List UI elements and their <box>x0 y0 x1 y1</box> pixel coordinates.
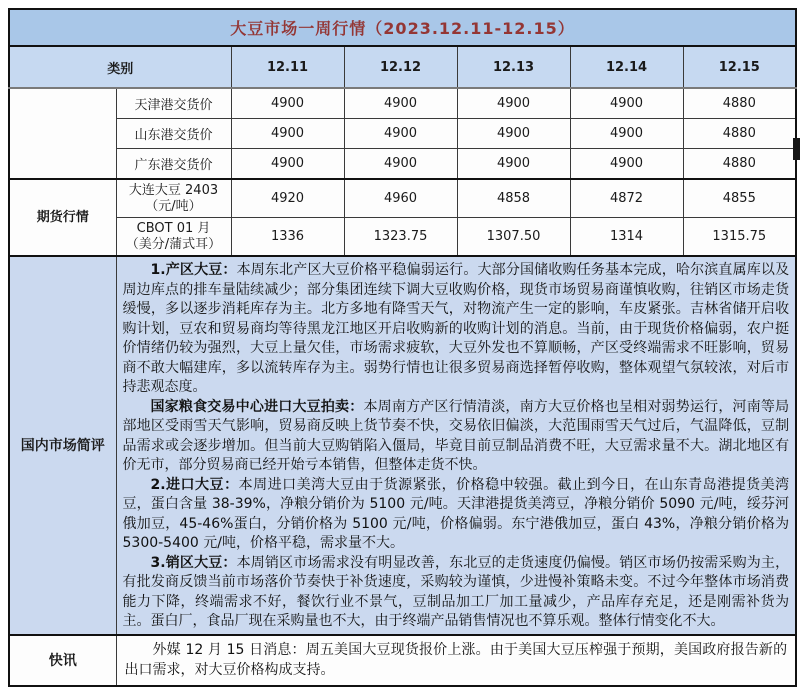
commentary-section-label: 国内市场简评 <box>9 256 116 635</box>
paragraph-text: 本周进口美湾大豆由于货源紧张，价格稳中较强。截止到今日，在山东青岛港提货美湾豆，蛋白含量 38-39%，净粮分销价为 5100 元/吨。天津港提货美湾豆，净粮分销价 5090 元/吨，绥芬河俄加豆，45-46%蛋白，分销价格为 5100 元/吨，价格偏弱。东宁港俄加豆，蛋白 43%，净粮分销价格为 5300-5400 元/吨，价格平稳，需求量不大。 <box>122 476 790 551</box>
futures-group-label: 期货行情 <box>9 179 116 256</box>
report-table <box>8 8 797 687</box>
right-edge-marker <box>793 138 800 160</box>
news-content <box>116 635 796 686</box>
row-label: 山东港交货价 <box>116 119 231 149</box>
paragraph-text: 本周南方产区行情清淡，南方大豆价格也呈相对弱势运行，河南等局部地区受雨雪天气影响，贸易商反映上货节奏不快，交易依旧偏淡，大范围雨雪天气过后，气温降低，豆制品需求或会逐步增加。但当前大豆购销陷入僵局，毕竟目前豆制品消费不旺，大豆需求量不大。湖北地区有价无市，部分贸易商已经开始亏本销售，但整体走货不快。 <box>122 398 790 473</box>
price-cell: 4872 <box>570 179 683 218</box>
column-header-date: 12.13 <box>457 46 570 88</box>
price-cell: 1323.75 <box>344 218 457 257</box>
row-label <box>116 218 231 257</box>
paragraph-lead: 3.销区大豆： <box>150 554 237 571</box>
news-row <box>9 635 796 686</box>
column-header-date: 12.15 <box>683 46 796 88</box>
table-row-spot-shandong <box>9 119 796 149</box>
paragraph-lead: 国家粮食交易中心进口大豆拍卖： <box>150 398 364 415</box>
price-cell: 1307.50 <box>457 218 570 257</box>
row-label-line2: （美分/蒲式耳） <box>125 236 222 252</box>
row-label: 广东港交货价 <box>116 149 231 180</box>
news-text: 外媒 12 月 15 日消息：周五美国大豆现货报价上涨。由于美国大豆压榨强于预期，美国政府报告新的出口需求，对大豆价格构成支持。 <box>124 642 788 678</box>
price-cell: 4858 <box>457 179 570 218</box>
title-row <box>9 9 796 46</box>
page-title: 大豆市场一周行情（2023.12.11-12.15） <box>9 9 796 46</box>
paragraph-text: 本周东北产区大豆价格平稳偏弱运行。大部分国储收购任务基本完成，哈尔滨直属库以及周边库点的排车量陆续减少；部分集团连续下调大豆收购价格，现货市场贸易商谨慎收购，往销区市场走货缓慢，多以逐步消耗库存为主。北方多地有降雪天气，对物流产生一定的影响，车皮紧张。吉林省储开启收购计划，豆农和贸易商均等待黑龙江地区开启收购新的收购计划的消息。当前，由于现货价格偏弱，农户挺价情绪仍较为强烈，大豆上量欠佳，市场需求疲软，大豆外发也不算顺畅，产区受终端需求不旺影响，贸易商不敢大幅建库，多以流转库存为主。弱势行情也让很多贸易商选择暂停收购，整体观望气氛较浓，对后市持悲观态度。 <box>122 262 790 395</box>
price-cell: 1315.75 <box>683 218 796 257</box>
paragraph-text: 本周销区市场需求没有明显改善，东北豆的走货速度仍偏慢。销区市场仍按需采购为主，有批发商反馈当前市场落价节奏快于补货速度，采购较为谨慎，少进慢补策略未变。不过今年整体市场消费能力下降，终端需求不好，餐饮行业不景气，豆制品加工厂加工量减少，产品库存充足，还是刚需补货为主。蛋白厂，食品厂现在采购量也不大，由于终端产品销售情况也不算乐观。整体行情变化不大。 <box>122 554 790 629</box>
column-header-date: 12.11 <box>231 46 344 88</box>
paragraph-lead: 2.进口大豆： <box>150 476 239 493</box>
news-section-label: 快讯 <box>9 635 116 686</box>
row-label-line1: 大连大豆 2403 <box>128 182 219 198</box>
commentary-paragraph <box>123 476 790 554</box>
commentary-paragraph <box>123 554 790 632</box>
table-row-futures-cbot <box>9 218 796 257</box>
price-cell: 4855 <box>683 179 796 218</box>
price-cell: 1314 <box>570 218 683 257</box>
column-header-category: 类别 <box>9 46 231 88</box>
price-cell: 4880 <box>683 119 796 149</box>
price-cell: 4900 <box>457 149 570 180</box>
table-row-spot-tianjin <box>9 88 796 119</box>
price-cell: 4900 <box>570 149 683 180</box>
row-label <box>116 179 231 218</box>
table-header-row <box>9 46 796 88</box>
price-cell: 4900 <box>231 119 344 149</box>
soybean-weekly-report <box>8 8 797 687</box>
price-cell: 4920 <box>231 179 344 218</box>
price-cell: 4900 <box>457 88 570 119</box>
commentary-paragraph <box>123 398 790 476</box>
table-row-futures-dalian <box>9 179 796 218</box>
price-cell: 4900 <box>231 88 344 119</box>
price-cell: 4900 <box>344 119 457 149</box>
price-cell: 4900 <box>344 149 457 180</box>
price-cell: 4900 <box>570 88 683 119</box>
commentary-paragraph <box>123 261 790 398</box>
price-cell: 4960 <box>344 179 457 218</box>
paragraph-lead: 1.产区大豆： <box>150 262 237 278</box>
price-cell: 4900 <box>570 119 683 149</box>
price-cell: 4900 <box>344 88 457 119</box>
row-label: 天津港交货价 <box>116 88 231 119</box>
price-cell: 4900 <box>231 149 344 180</box>
spot-group-cell-empty <box>9 88 116 179</box>
price-cell: 4880 <box>683 149 796 180</box>
column-header-date: 12.14 <box>570 46 683 88</box>
row-label-line1: CBOT 01 月 <box>136 220 211 236</box>
column-header-date: 12.12 <box>344 46 457 88</box>
price-cell: 4880 <box>683 88 796 119</box>
price-cell: 4900 <box>457 119 570 149</box>
commentary-content <box>116 256 796 635</box>
commentary-row <box>9 256 796 635</box>
price-cell: 1336 <box>231 218 344 257</box>
table-row-spot-guangdong <box>9 149 796 180</box>
row-label-line2: （元/吨） <box>145 198 202 214</box>
